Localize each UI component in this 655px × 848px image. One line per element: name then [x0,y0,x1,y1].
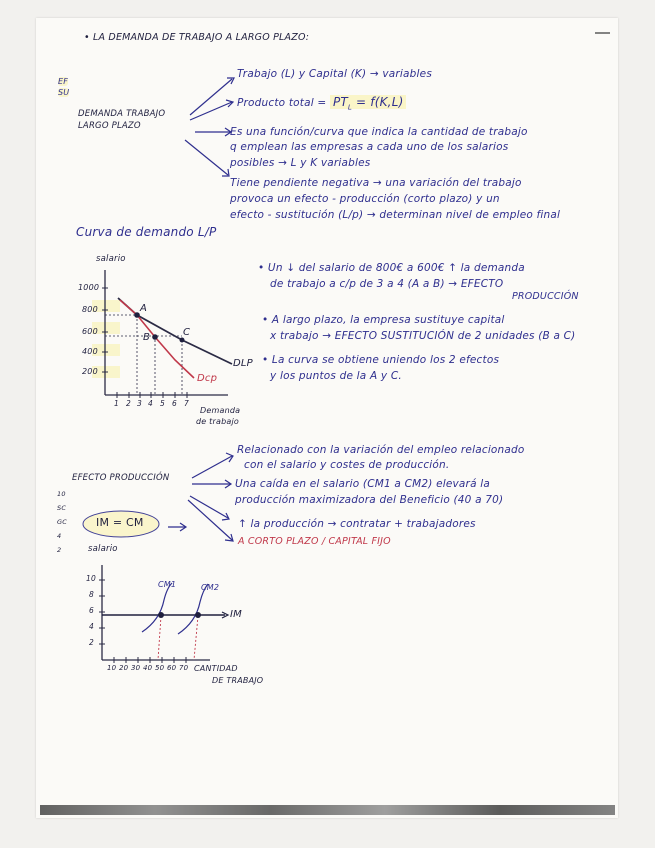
graph2-ytick-8: 8 [89,590,94,599]
graph1-ytick-400: 400 [82,347,98,356]
section1-bullet-3-line3: posibles → L y K variables [230,157,371,169]
left-margin-mark-3: GC [57,518,67,526]
margin-mark-2: SU [58,88,70,97]
graph2-xtick-10: 10 [107,664,117,672]
left-margin-mark-2: SC [57,504,67,512]
section1-label-line1: DEMANDA TRABAJO [78,109,166,119]
graph1-note-1-line1: • Un ↓ del salario de 800€ a 600€ ↑ la demanda [258,262,525,274]
section1-label-line2: LARGO PLAZO [78,121,141,131]
left-margin-mark-5: 2 [57,546,62,554]
graph2-ytick-10: 10 [86,574,96,583]
graph2-cm1-label: CM1 [158,580,177,589]
graph1-ytick-200: 200 [82,367,98,376]
graph2-xlabel-line2: DE TRABAJO [212,676,264,685]
page-title: • LA DEMANDA DE TRABAJO A LARGO PLAZO: [84,32,310,43]
graph1-xtick-6: 6 [172,399,177,408]
graph1-xtick-2: 2 [126,399,131,408]
graph2-im-label: IM [230,609,242,620]
curve-cm1 [142,583,172,632]
graph1-xtick-5: 5 [160,399,165,408]
pt-symbol: PT [332,95,348,109]
graph1-note-1-line2: de trabajo a c/p de 3 a 4 (A a B) → EFECTO [270,278,504,290]
producto-total-formula [330,95,407,112]
point-b [152,334,158,340]
graph2-cm2-label: CM2 [201,583,220,592]
graph1-point-c-label: C [183,327,191,338]
graph1-note-1-line3: PRODUCCIÓN [512,291,579,302]
graph2-xtick-70: 70 [179,664,189,672]
section1-bullet-4-line3: efecto - sustitución (L/p) → determinan nivel de empleo final [230,209,561,221]
graph1-ylabel: salario [96,254,126,264]
section1-bullet-4-line2: provoca un efecto - producción (corto plazo) y un [230,193,500,205]
section1-bullet-1: Trabajo (L) y Capital (K) → variables [237,68,432,80]
graph1-ytick-800: 800 [82,305,98,314]
graph1-ytick-1000: 1000 [78,283,100,292]
section1-arrows [185,78,234,176]
graph2-ytick-6: 6 [89,606,94,615]
section2-arrows [168,453,233,541]
section1-bullet-3-line1: Es una función/curva que indica la cantidad de trabajo [230,126,528,138]
graph1-xtick-7: 7 [184,399,189,408]
section2-bullet-2-line1: Una caída en el salario (CM1 a CM2) elevará la [235,478,491,490]
graph2-point-1 [158,612,164,618]
graph1-xtick-4: 4 [148,399,153,408]
graph2-ylabel: salario [88,544,118,554]
graph1-point-b-label: B [143,332,151,343]
graph1-xtick-3: 3 [137,399,142,408]
bottom-page-edge [40,805,615,815]
graph2-xtick-40: 40 [143,664,153,672]
pt-function: = f(K,L) [356,95,404,109]
section2-equation: IM = CM [96,516,144,529]
left-margin-mark-1: 10 [57,490,66,498]
graph2-xtick-60: 60 [167,664,177,672]
graph2-xtick-50: 50 [155,664,165,672]
graph2-xlabel-line1: CANTIDAD [194,664,238,673]
graph1-note-2-line2: x trabajo → EFECTO SUSTITUCIÓN de 2 unidades (B a C) [270,330,576,342]
graph2-ytick-2: 2 [89,638,94,647]
graph1-xlabel-line1: Demanda [200,406,241,415]
graph1-curve-dcp-label: Dcp [197,373,218,384]
graph1-note-3-line1: • La curva se obtiene uniendo los 2 efectos [262,354,500,366]
graph1-point-a-label: A [140,303,148,314]
graph2-ytick-4: 4 [89,622,94,631]
graph1-xlabel-line2: de trabajo [196,417,239,426]
margin-mark-1: EF [58,77,69,86]
section2-bullet-1-line2: con el salario y costes de producción. [244,459,450,471]
section2-label: EFECTO PRODUCCIÓN [72,473,170,483]
section1-bullet-3-line2: q emplean las empresas a cada uno de los salarios [230,141,509,153]
graph1-ytick-600: 600 [82,327,98,336]
curve-dlp [118,298,232,364]
section1-bullet-2 [237,96,406,111]
left-margin-mark-4: 4 [57,532,62,540]
section2-bullet-1-line1: Relacionado con la variación del empleo relacionado [237,444,525,456]
point-a [134,312,140,318]
graph1-curve-dlp-label: DLP [233,358,253,369]
graph2-point-2 [195,612,201,618]
section1-bullet-4-line1: Tiene pendiente negativa → una variación del trabajo [230,177,522,189]
section2-bullet-4: A CORTO PLAZO / CAPITAL FIJO [238,536,391,547]
graph1-note-2-line1: • A largo plazo, la empresa sustituye capital [262,314,505,326]
graph2-xtick-30: 30 [131,664,141,672]
graph1-note-3-line2: y los puntos de la A y C. [270,370,402,382]
producto-total-text: Producto total = [237,97,327,109]
graph1-title: Curva de demando L/P [76,225,217,239]
section2-bullet-3: ↑ la producción → contratar + trabajadores [238,518,476,530]
graph2-xtick-20: 20 [119,664,129,672]
graph1-xtick-1: 1 [114,399,119,408]
section2-bullet-2-line2: producción maximizadora del Beneficio (40 a 70) [235,494,504,506]
pt-subscript: L [347,103,353,112]
